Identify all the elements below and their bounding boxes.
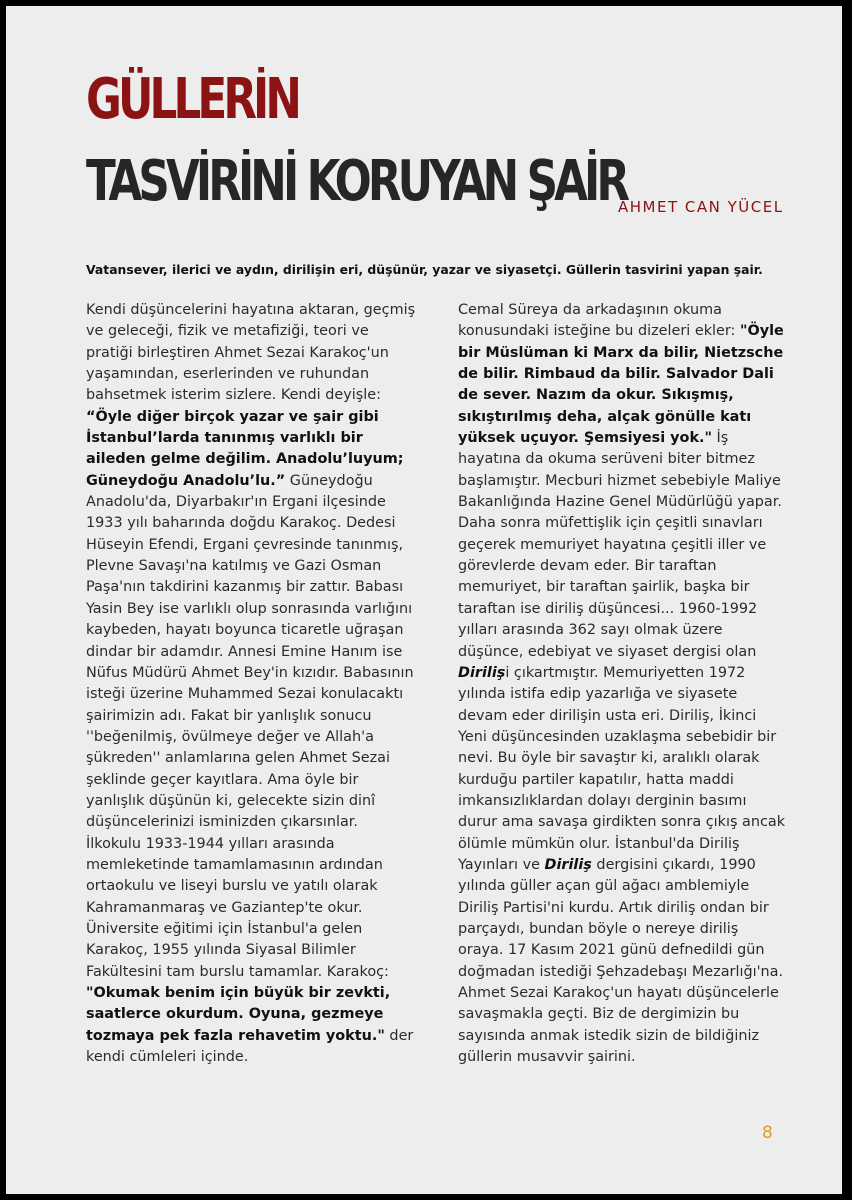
text-run: Cemal Süreya da arkadaşının okuma konusundaki isteğine bu dizeleri ekler: xyxy=(458,302,740,340)
text-run: Güneydoğu Anadolu'da, Diyarbakır'ın Ergani ilçesinde 1933 yılı baharında doğdu Karakoç. Dedesi Hüseyin Efendi, Ergani çevresinde tanınmış, Plevne Savaşı'na katılmış ve Gazi Osman Paşa'nın takdirini kazanmış bir zattır. Babası Yasin Bey ise varlıklı olup sonrasında varlığını kaybeden, hayatı boyunca ticaretle uğraşan dindar bir adamdır. Annesi Emine Hanım ise Nüfus Müdürü Ahmet Bey'in kızıdır. Babasının isteği üzerine Muhammed Sezai konulacaktı şairimizin adı. Fakat bir yanlışlık sonucu ''beğenilmiş, övülmeye değer ve Allah'a şükreden'' anlamlarına gelen Ahmet Sezai şeklinde geçer kayıtlara. Ama öyle bir yanlışlık düşünün ki, gelecekte sizin dinî düşüncelerinizi isminizden çıkarsınlar. İlkokulu 1933-1944 yılları arasında memleketinde tamamlamasının ardından ortaokulu ve liseyi burslu ve yatılı olarak Kahramanmaraş ve Gaziantep'te okur. Üniversite eğitimi için İstanbul'a gelen Karakoç, 1955 yılında Siyasal Bilimler Fakültesini tam burslu tamamlar. Karakoç: xyxy=(86,472,414,980)
author-byline: AHMET CAN YÜCEL xyxy=(618,198,784,216)
title-line-1: GÜLLERİN xyxy=(86,67,299,132)
title-line-2: TASVİRİNİ KORUYAN ŞAİR xyxy=(86,149,627,214)
text-run: Kendi düşüncelerini hayatına aktaran, geçmiş ve geleceği, fizik ve metafiziği, teori ve pratiği birleştiren Ahmet Sezai Karakoç'un yaşamından, eserlerinden ve ruhundan bahsetmek isterim sizlere. Kendi deyişle: xyxy=(86,302,416,404)
page-number: 8 xyxy=(762,1123,773,1143)
text-run: der kendi cümleleri içinde. xyxy=(86,1027,414,1066)
text-run: i çıkartmıştır. Memuriyetten 1972 yılında istifa edip yazarlığa ve siyasete devam eder dirilişin usta eri. Diriliş, İkinci Yeni düşüncesinden uzaklaşma sebebidir bir nevi. Bu öyle bir savaştır ki, aralıklı olarak kurduğu partiler kapatılır, hatta maddi imkansızlıklardan dolayı derginin basımı durur ama savaşa girdikten sonra çıkış ancak ölümle mümkün olur. İstanbul'da Diriliş Yayınları ve xyxy=(458,664,786,873)
quote-run: "Öyle bir Müslüman ki Marx da bilir, Nietzsche de bilir. Rimbaud da bilir. Salvador Dali de sever. Nazım da okur. Sıkışmış, sıkıştırılmış deha, alçak gönülle katı yüksek uçuyor. Şemsiyesi yok." xyxy=(458,323,784,447)
quote-run: “Öyle diğer birçok yazar ve şair gibi İstanbul’larda tanınmış varlıklı bir aileden gelme değilim. Anadolu’luyum; Güneydoğu Anadolu’lu.” xyxy=(86,408,404,489)
article-column-left xyxy=(86,300,416,1068)
magazine-title-run: Diriliş xyxy=(544,856,592,873)
magazine-title-run: Diriliş xyxy=(458,664,506,681)
column-left-text xyxy=(86,300,416,1068)
lede-paragraph: Vatansever, ilerici ve aydın, dirilişin eri, düşünür, yazar ve siyasetçi. Güllerin tasvirini yapan şair. xyxy=(86,262,763,277)
column-right-text xyxy=(458,300,788,1068)
magazine-page xyxy=(6,6,842,1194)
quote-run: "Okumak benim için büyük bir zevkti, saatlerce okurdum. Oyuna, gezmeye tozmaya pek fazla rehavetim yoktu." xyxy=(86,985,391,1044)
text-run: İş hayatına da okuma serüveni biter bitmez başlamıştır. Mecburi hizmet sebebiyle Maliye Bakanlığında Hazine Genel Müdürlüğü yapar. Daha sonra müfettişlik için çeşitli sınavları geçerek memuriyet hayatına çeşitli iller ve görevlerde devam eder. Bir taraftan memuriyet, bir taraftan şairlik, başka bir taraftan ise diriliş düşüncesi... 1960-1992 yılları arasında 362 sayı olmak üzere düşünce, edebiyat ve siyaset dergisi olan xyxy=(458,430,782,660)
text-run: dergisini çıkardı, 1990 yılında güller açan gül ağacı amblemiyle Diriliş Partisi'ni kurdu. Artık diriliş ondan bir parçaydı, bundan böyle o nereye diriliş oraya. 17 Kasım 2021 günü defnedildi gün doğmadan istediği Şehzadebaşı Mezarlığı'na. Ahmet Sezai Karakoç'un hayatı düşüncelerle savaşmakla geçti. Biz de dergimizin bu sayısında anmak istedik sizin de bildiğiniz güllerin musavvir şairini. xyxy=(458,856,784,1066)
article-column-right xyxy=(458,300,788,1068)
